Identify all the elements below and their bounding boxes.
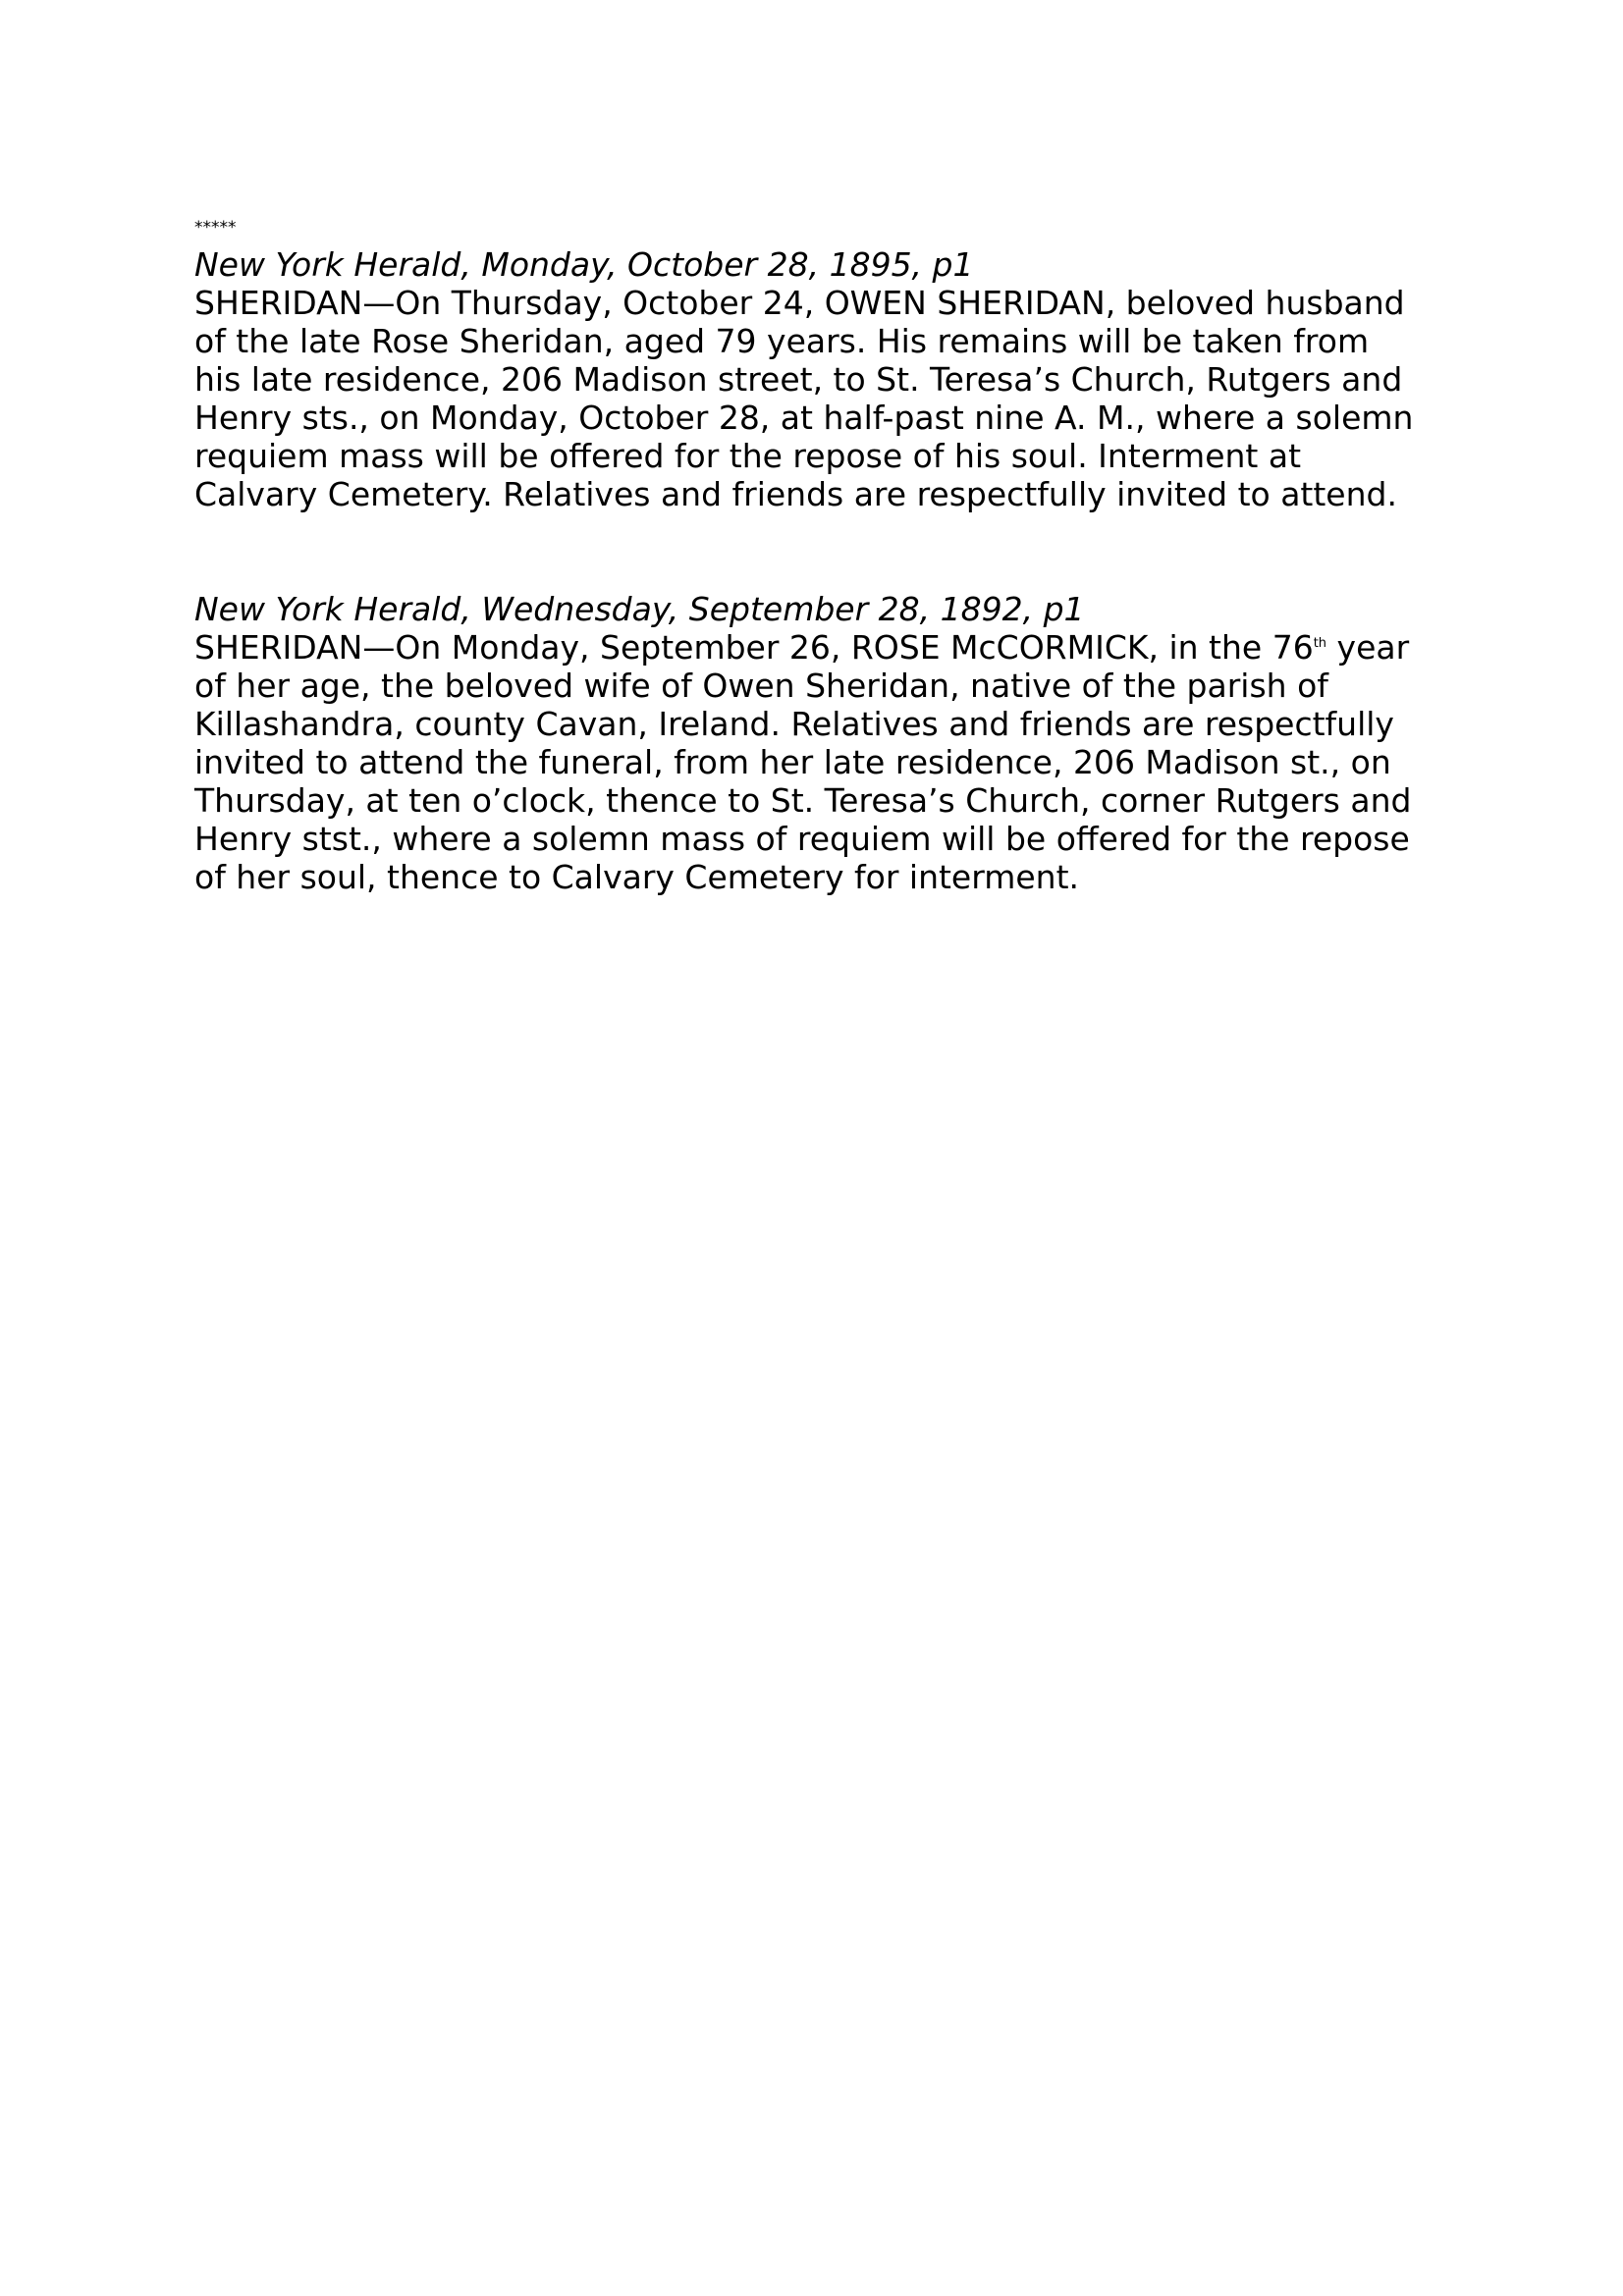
body-text: year — [1326, 628, 1410, 667]
body-line: Killashandra, county Cavan, Ireland. Relatives and friends are respectfully — [194, 705, 1394, 743]
obituary-entry-owen — [194, 245, 1490, 513]
body-line: Henry sts., on Monday, October 28, at half-past nine A. M., where a solemn — [194, 399, 1414, 437]
ordinal-suffix: th — [1313, 636, 1327, 651]
citation-heading: New York Herald, Monday, October 28, 1895, p1 — [194, 245, 974, 284]
obituary-entry-rose — [194, 590, 1490, 896]
document-page — [194, 218, 1490, 896]
body-line: Thursday, at ten o’clock, thence to St. Teresa’s Church, corner Rutgers and — [194, 781, 1412, 820]
body-line: requiem mass will be offered for the repose of his soul. Interment at — [194, 437, 1302, 475]
separator-stars: ***** — [194, 218, 237, 238]
body-line: Henry stst., where a solemn mass of requiem will be offered for the repose — [194, 820, 1410, 858]
citation-heading: New York Herald, Wednesday, September 28, 1892, p1 — [194, 590, 1085, 628]
paragraph-gap — [194, 513, 1490, 590]
body-line-first — [194, 628, 1490, 667]
body-line: of her soul, thence to Calvary Cemetery for interment. — [194, 858, 1080, 896]
body-line: SHERIDAN—On Thursday, October 24, OWEN SHERIDAN, beloved husband — [194, 284, 1405, 322]
body-text: SHERIDAN—On Monday, September 26, ROSE McCORMICK, in the 76 — [194, 628, 1314, 667]
body-line: invited to attend the funeral, from her late residence, 206 Madison st., on — [194, 743, 1391, 781]
body-line: Calvary Cemetery. Relatives and friends are respectfully invited to attend. — [194, 475, 1397, 513]
body-line: of the late Rose Sheridan, aged 79 years. His remains will be taken from — [194, 322, 1370, 360]
body-line: of her age, the beloved wife of Owen Sheridan, native of the parish of — [194, 667, 1328, 705]
body-line: his late residence, 206 Madison street, to St. Teresa’s Church, Rutgers and — [194, 360, 1403, 399]
